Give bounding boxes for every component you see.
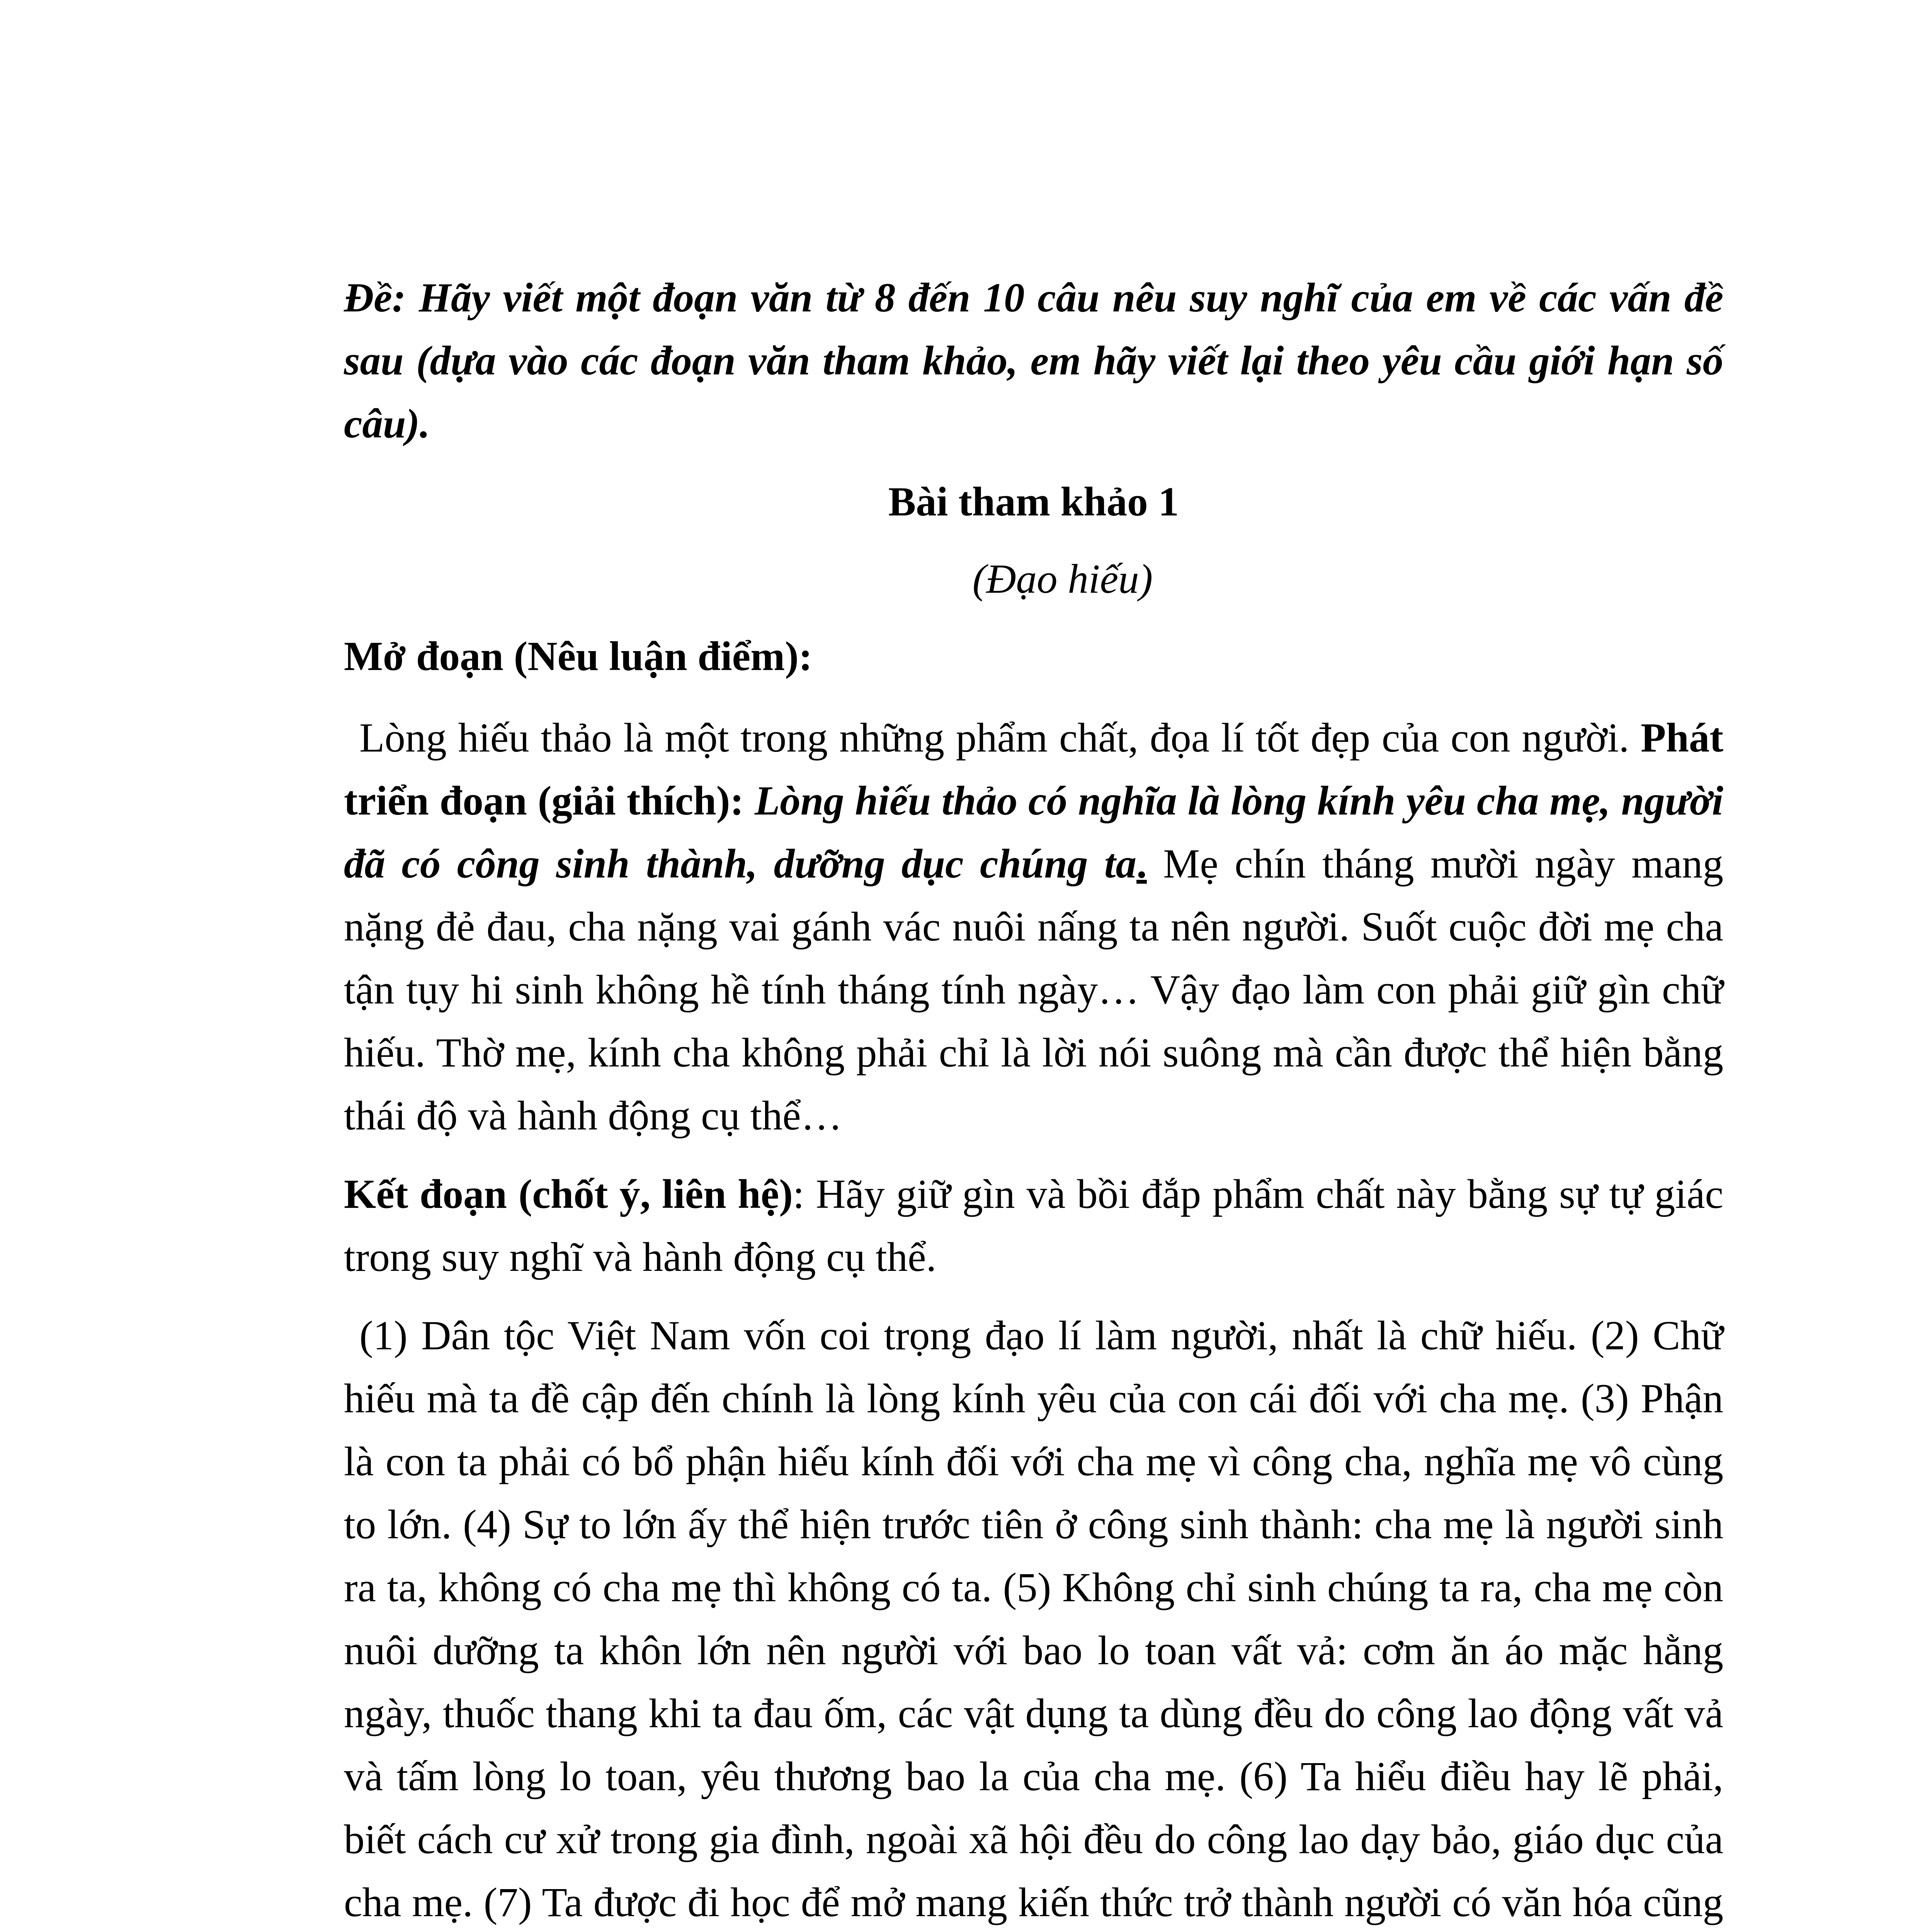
assignment-prompt: Đề: Hãy viết một đoạn văn từ 8 đến 10 câu nêu suy nghĩ của em về các vấn đề sau (dựa vào các đoạn văn tham khảo, em hãy viết lại theo yêu cầu giới hạn số câu). [344, 275, 1723, 447]
mo-doan-heading: Mở đoạn (Nêu luận điểm): [344, 634, 813, 679]
definition-sentence: Lòng hiếu thảo có nghĩa là lòng kính yêu cha mẹ, người đã có công sinh thành, dưỡng dục chúng ta [344, 778, 1723, 887]
ket-doan-label: Kết đoạn (chốt ý, liên hệ) [344, 1172, 793, 1217]
intro-sentence: Lòng hiếu thảo là một trong những phẩm chất, đọa lí tốt đẹp của con người. [359, 715, 1641, 761]
article-title: Bài tham khảo 1 [888, 479, 1179, 525]
phat-trien-label: Phát triển đoạn (giải thích): [344, 715, 1723, 824]
ket-doan-text: : Hãy giữ gìn và bồi đắp phẩm chất này bằng sự tự giác trong suy nghĩ và hành động cụ thể. [344, 1172, 1723, 1280]
sample-paragraph: (1) Dân tộc Việt Nam vốn coi trọng đạo lí làm người, nhất là chữ hiếu. (2) Chữ hiếu mà ta đề cập đến chính là lòng kính yêu của con cái đối với cha mẹ. (3) Phận là con ta phải có bổ phận hiếu kính đối với cha mẹ vì công cha, nghĩa mẹ vô cùng to lớn. (4) Sự to lớn ấy thể hiện trước tiên ở công sinh thành: cha mẹ là người sinh ra ta, không có cha mẹ thì không có ta. (5) Không chỉ sinh chúng ta ra, cha mẹ còn nuôi dưỡng ta khôn lớn nên người với bao lo toan vất vả: cơm ăn áo mặc hằng ngày, thuốc thang khi ta đau ốm, các vật dụng ta dùng đều do công lao động vất vả và tấm lòng lo toan, yêu thương bao la của cha mẹ. (6) Ta hiểu điều hay lẽ phải, biết cách cư xử trong gia đình, ngoài xã hội đều do công lao dạy bảo, giáo dục của cha mẹ. (7) Ta được đi học để mở mang kiến thức trở thành người có văn hóa cũng [344, 1313, 1723, 1925]
paragraph-main [344, 707, 1723, 1148]
article-subtitle: (Đạo hiếu) [972, 556, 1153, 602]
paragraph-rest: Mẹ chín tháng mười ngày mang nặng đẻ đau, cha nặng vai gánh vác nuôi nấng ta nên người. Suốt cuộc đời mẹ cha tận tụy hi sinh không hề tính tháng tính ngày… Vậy đạo làm con phải giữ gìn chữ hiếu. Thờ mẹ, kính cha không phải chỉ là lời nói suông mà cần được thể hiện bằng thái độ và hành động cụ thể… [344, 841, 1723, 1139]
definition-end: . [1136, 841, 1147, 887]
ket-doan-paragraph [344, 1163, 1723, 1289]
document-page [344, 267, 1723, 1932]
